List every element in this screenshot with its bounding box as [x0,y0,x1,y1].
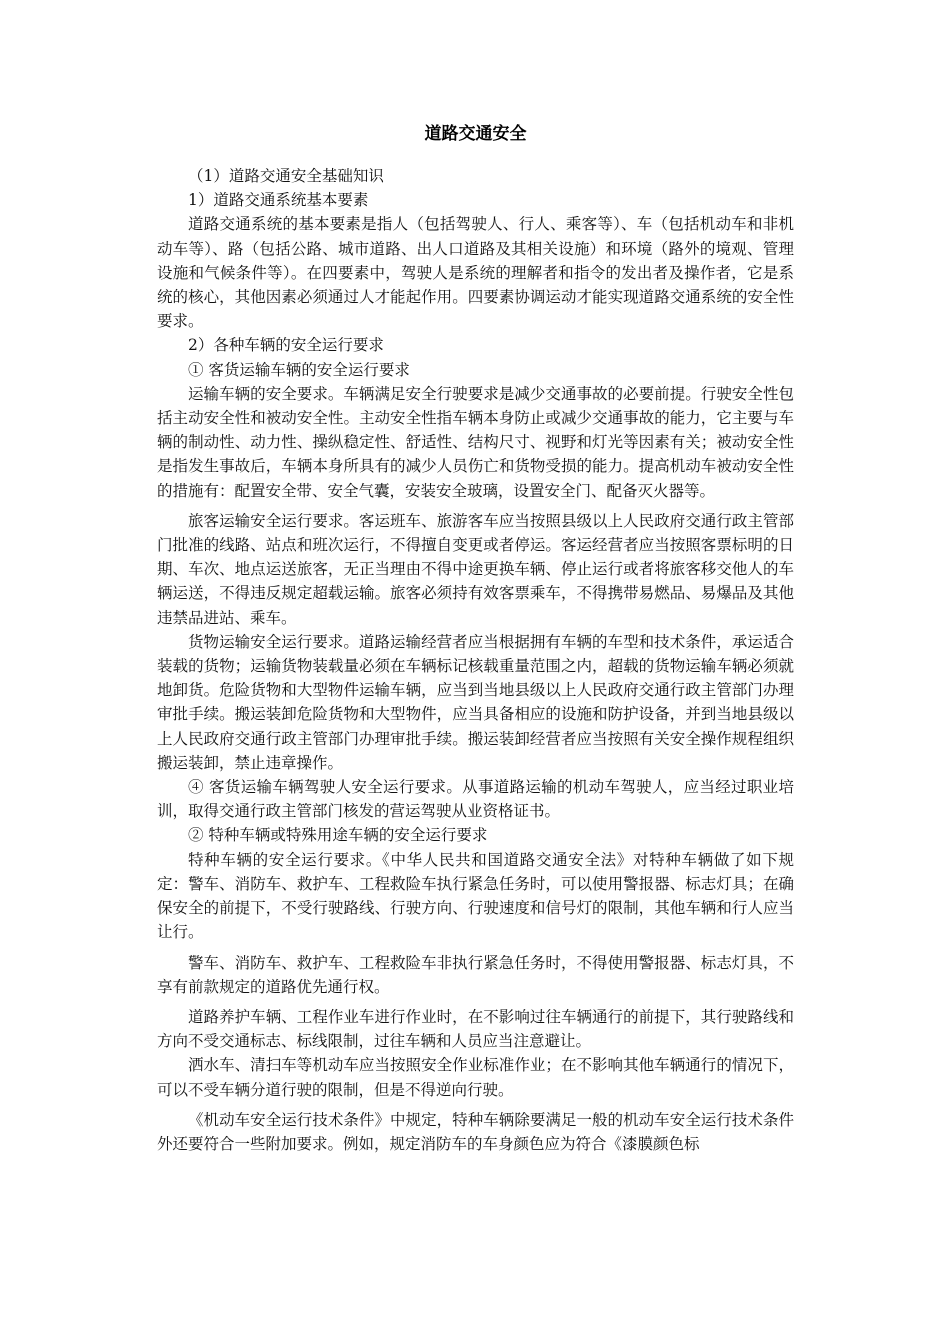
body-paragraph-passenger-transport: 旅客运输安全运行要求。客运班车、旅游客车应当按照县级以上人民政府交通行政主管部门批准的线路、站点和班次运行，不得擅自变更或者停运。客运经营者应当按照客票标明的日期、车次、地点运送旅客，无正当理由不得中途更换车辆、停止运行或者将旅客移交他人的车辆运送，不得违反规定超载运输。旅客必须持有效客票乘车，不得携带易燃品、易爆品及其他违禁品进站、乘车。 [157,511,794,627]
body-paragraph-cargo-transport: 货物运输安全运行要求。道路运输经营者应当根据拥有车辆的车型和技术条件，承运适合装载的货物；运输货物装载量必须在车辆标记核载重量范围之内，超载的货物运输车辆必须就地卸货。危险货物和大型物件运输车辆，应当到当地县级以上人民政府交通行政主管部门办理审批手续。搬运装卸危险货物和大型物件，应当具备相应的设施和防护设备，并到当地县级以上人民政府交通行政主管部门办理审批手续。搬运装卸经营者应当按照有关安全操作规程组织搬运装卸，禁止违章操作。 [157,632,794,772]
item-heading-special-vehicles: ② 特种车辆或特殊用途车辆的安全运行要求 [188,826,488,845]
body-paragraph-vehicle-safety: 运输车辆的安全要求。车辆满足安全行驶要求是减少交通事故的必要前提。行驶安全性包括主动安全性和被动安全性。主动安全性指车辆本身防止或减少交通事故的能力，它主要与车辆的制动性、动力性、操纵稳定性、舒适性、结构尺寸、视野和灯光等因素有关；被动安全性是指发生事故后，车辆本身所具有的减少人员伤亡和货物受损的能力。提高机动车被动安全性的措施有：配置安全带、安全气囊，安装安全玻璃，设置安全门、配备灭火器等。 [157,384,794,500]
body-paragraph-maintenance-vehicles: 道路养护车辆、工程作业车进行作业时，在不影响过往车辆通行的前提下，其行驶路线和方向不受交通标志、标线限制，过往车辆和人员应当注意避让。 [157,1007,794,1051]
section-heading-1: （1）道路交通安全基础知识 [188,167,384,185]
body-paragraph-elements: 道路交通系统的基本要素是指人（包括驾驶人、行人、乘客等）、车（包括机动车和非机动车等）、路（包括公路、城市道路、出人口道路及其相关设施）和环境（路外的境观、管理设施和气候条件等）。在四要素中，驾驶人是系统的理解者和指令的发出者及操作者，它是系统的核心，其他因素必须通过人才能起作用。四要素协调运动才能实现道路交通系统的安全性要求。 [157,215,794,331]
body-paragraph-technical-conditions: 《机动车安全运行技术条件》中规定，特种车辆除要满足一般的机动车安全运行技术条件外还要符合一些附加要求。例如，规定消防车的车身颜色应为符合《漆膜颜色标 [157,1110,794,1153]
body-paragraph-driver-requirements: ④ 客货运输车辆驾驶人安全运行要求。从事道路运输的机动车驾驶人，应当经过职业培训，取得交通行政主管部门核发的营运驾驶从业资格证书。 [157,778,794,821]
body-paragraph-special-vehicle-rules: 特种车辆的安全运行要求。《中华人民共和国道路交通安全法》对特种车辆做了如下规定：警车、消防车、救护车、工程救险车执行紧急任务时，可以使用警报器、标志灯具；在确保安全的前提下，不受行驶路线、行驶方向、行驶速度和信号灯的限制，其他车辆和行人应当让行。 [157,850,794,942]
body-paragraph-sprinkler-vehicles: 洒水车、清扫车等机动车应当按照安全作业标准作业；在不影响其他车辆通行的情况下，可以不受车辆分道行驶的限制，但是不得逆向行驶。 [157,1056,794,1099]
body-paragraph-non-emergency: 警车、消防车、救护车、工程救险车非执行紧急任务时，不得使用警报器、标志灯具，不享有前款规定的道路优先通行权。 [157,953,794,996]
document-title: 道路交通安全 [424,124,527,144]
item-heading-passenger-cargo: ① 客货运输车辆的安全运行要求 [188,360,410,379]
subsection-heading-2: 2）各种车辆的安全运行要求 [188,336,384,355]
document-body [157,122,794,1156]
subsection-heading-1: 1）道路交通系统基本要素 [188,191,369,210]
